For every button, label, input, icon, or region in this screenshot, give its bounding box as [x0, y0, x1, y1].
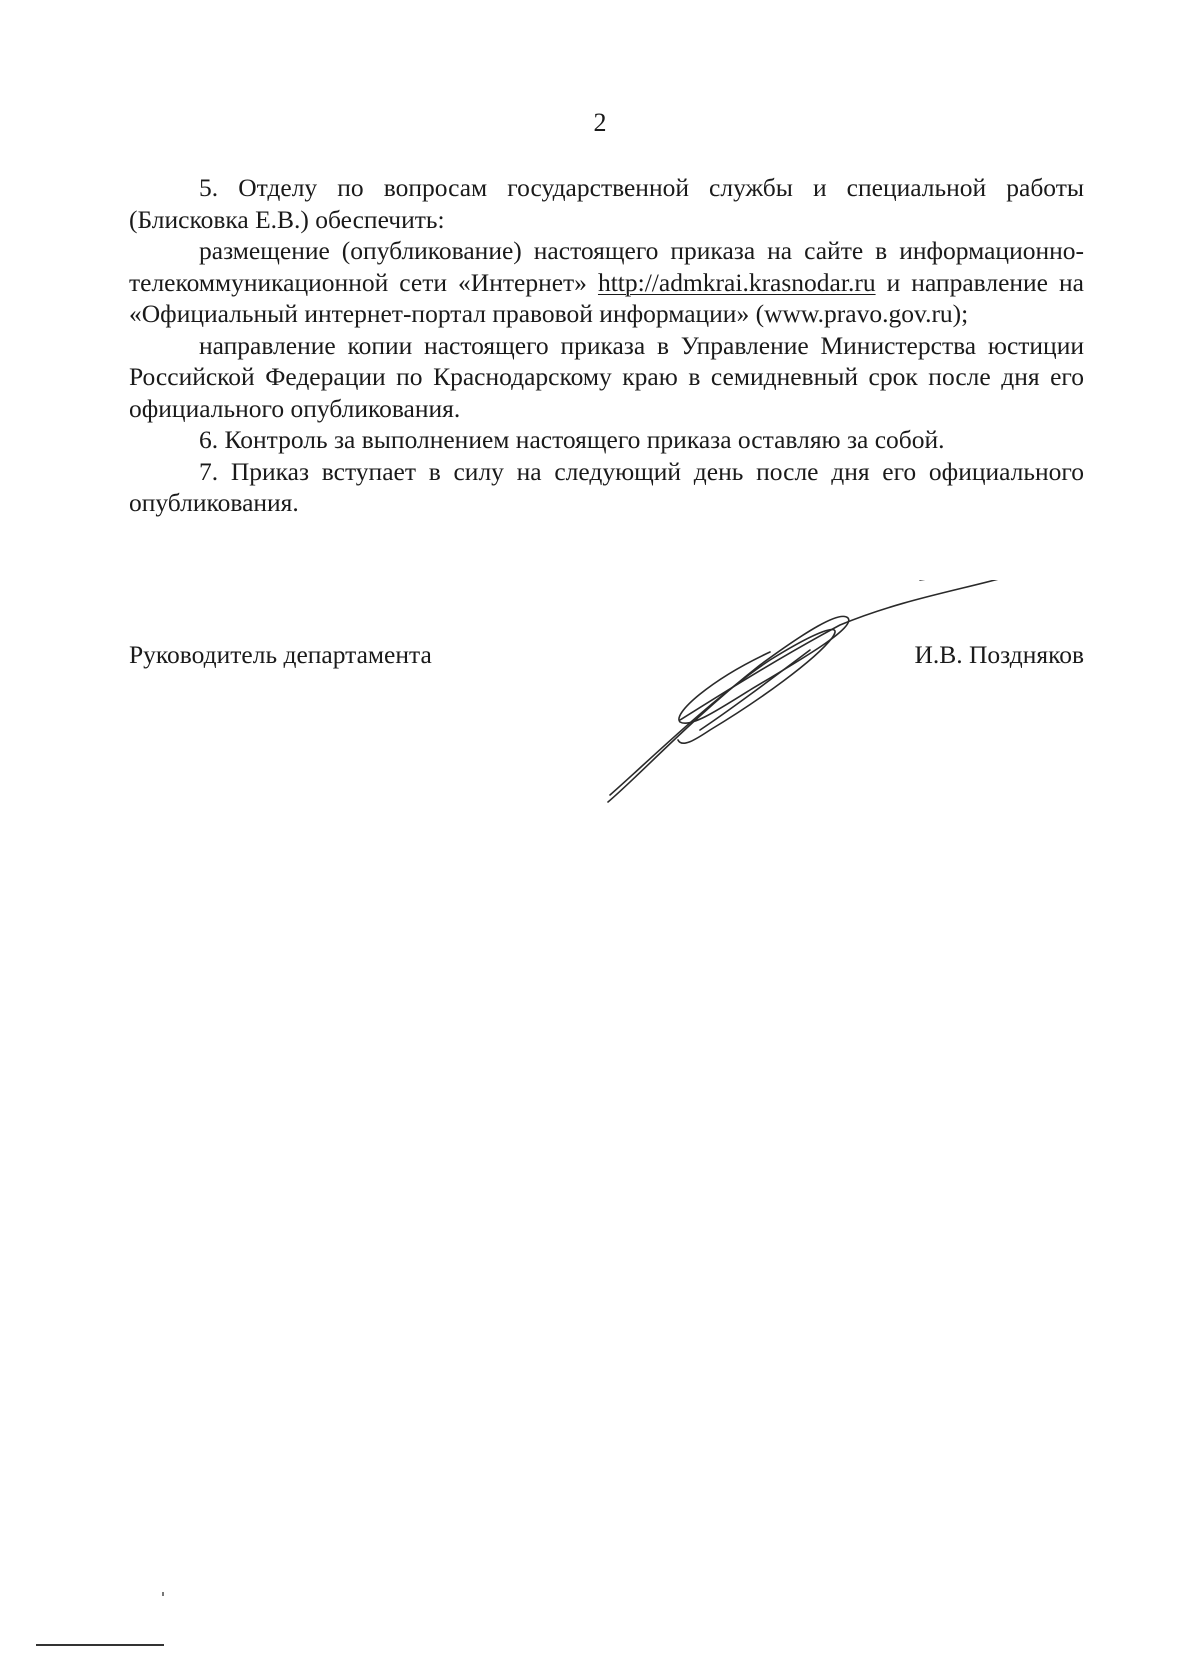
scan-artifact-dot — [162, 1592, 164, 1596]
paragraph-5: 5. Отделу по вопросам государственной службы и специальной работы (Блисковка Е.В.) обеспечить: — [129, 173, 1084, 234]
paragraph-5-publication-text-2: и направление на «Официальный интернет-портал правовой информации» (www.pravo.gov.ru); — [129, 267, 1085, 328]
paragraph-5-publication — [129, 235, 1084, 330]
scan-artifact-line — [36, 1644, 164, 1646]
signatory-name: И.В. Поздняков — [914, 640, 1084, 669]
page-number: 2 — [593, 108, 607, 137]
paragraph-6: 6. Контроль за выполнением настоящего приказа оставляю за собой. — [199, 425, 945, 454]
website-link: http://admkrai.krasnodar.ru — [597, 267, 876, 297]
paragraph-7: 7. Приказ вступает в силу на следующий день после дня его официального опубликования. — [129, 456, 1084, 517]
paragraph-5-copy-direction: направление копии настоящего приказа в Управление Министерства юстиции Российской Федерации по Краснодарскому краю в семидневный срок после дня его официального опубликования. — [129, 330, 1084, 423]
handwritten-signature — [600, 580, 1060, 810]
signatory-position: Руководитель департамента — [129, 640, 432, 669]
document-body — [129, 172, 1084, 519]
paragraph-5-publication-text-1: размещение (опубликование) настоящего приказа на сайте в информационно-телекоммуникационной сети «Интернет» — [129, 236, 1084, 297]
